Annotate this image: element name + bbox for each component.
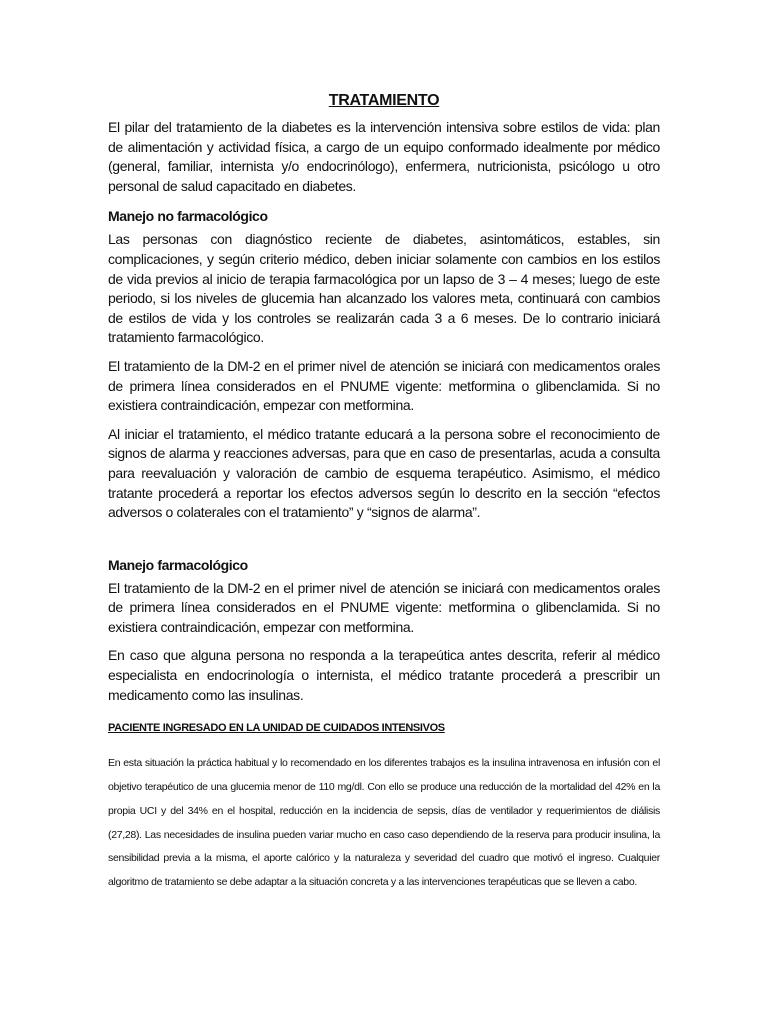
non-pharma-paragraph-1: Las personas con diagnóstico reciente de diabetes, asintomáticos, estables, sin complicaciones, y según criterio médico, deben iniciar solamente con cambios en los estilos de vida previos al inicio de terapia farmacológica por un lapso de 3 – 4 meses; luego de este periodo, si los niveles de glucemia han alcanzado los valores meta, continuará con cambios de estilos de vida y los controles se realizarán cada 3 a 6 meses. De lo contrario iniciará tratamiento farmacológico.	[108, 231, 660, 346]
pharma-paragraph-2: En caso que alguna persona no responda a la terapeútica antes descrita, referir al médico especialista en endocrinología o internista, el médico tratante procederá a prescribir un medicamento como las insulinas.	[108, 647, 660, 703]
heading-icu-patient: PACIENTE INGRESADO EN LA UNIDAD DE CUIDADOS INTENSIVOS	[108, 722, 445, 735]
non-pharma-paragraph-3: Al iniciar el tratamiento, el médico tratante educará a la persona sobre el reconocimiento de signos de alarma y reacciones adversas, para que en caso de presentarlas, acuda a consulta para reevaluación y valoración de cambio de esquema terapéutico. Asimismo, el médico tratante procederá a reportar los efectos adversos según lo descrito en la sección “efectos adversos o colaterales con el tratamiento” y “signos de alarma”.	[108, 425, 660, 521]
heading-non-pharmacological: Manejo no farmacológico	[108, 208, 268, 225]
pharma-paragraph-1: El tratamiento de la DM-2 en el primer nivel de atención se iniciará con medicamentos orales de primera línea considerados en el PNUME vigente: metformina o glibenclamida. Si no existiera contraindicación, empezar con metformina.	[108, 579, 660, 635]
heading-pharmacological: Manejo farmacológico	[108, 556, 248, 573]
non-pharma-paragraph-2: El tratamiento de la DM-2 en el primer nivel de atención se iniciará con medicamentos orales de primera línea considerados en el PNUME vigente: metformina o glibenclamida. Si no existiera contraindicación, empezar con metformina.	[108, 357, 660, 414]
intro-paragraph: El pilar del tratamiento de la diabetes es la intervención intensiva sobre estilos de vida: plan de alimentación y actividad física, a cargo de un equipo conformado idealmente por médico (general, familiar, internista y/o endocrinólogo), enfermera, nutricionista, psicólogo u otro personal de salud capacitado en diabetes.	[108, 119, 660, 194]
icu-paragraph: En esta situación la práctica habitual y lo recomendado en los diferentes trabajos es la insulina intravenosa en infusión con el objetivo terapéutico de una glucemia menor de 110 mg/dl. Con ello se produce una reducción de la mortalidad del 42% en la propia UCI y del 34% en el hospital, reducción en la incidencia de sepsis, días de ventilador y requerimientos de diálisis (27,28). Las necesidades de insulina pueden variar mucho en caso caso dependiendo de la reserva para producir insulina, la sensibilidad previa a la misma, el aporte calórico y la naturaleza y severidad del cuadro que motivó el ingreso. Cualquier algoritmo de tratamiento se debe adaptar a la situación concreta y a las intervenciones terapéuticas que se lleven a cabo.	[108, 757, 660, 889]
page-title: TRATAMIENTO	[328, 92, 440, 109]
